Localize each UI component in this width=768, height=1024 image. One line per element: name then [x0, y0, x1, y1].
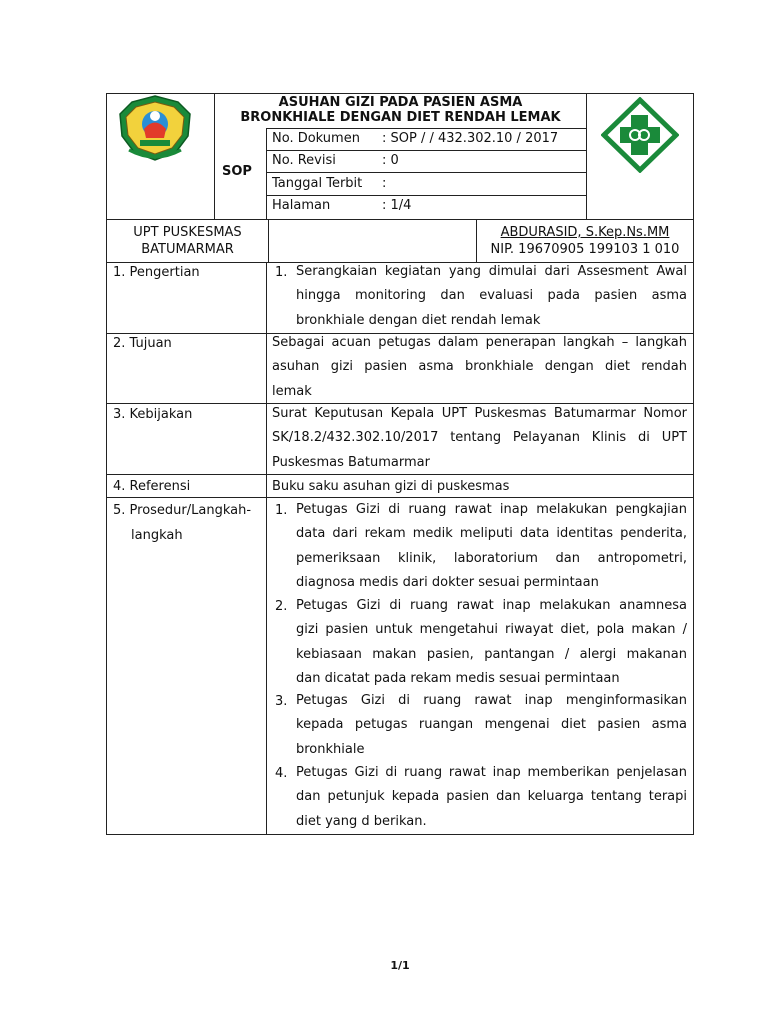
signer-name: ABDURASID, S.Kep.Ns.MM: [500, 225, 670, 240]
table-border-right: [693, 93, 694, 835]
kebijakan-text: [272, 402, 687, 475]
pengertian-line-3: bronkhiale dengan diet rendah lemak: [296, 312, 541, 328]
field-divider-3: [266, 195, 587, 196]
tujuan-line-2: asuhan gizi pasien asma bronkhiale dengan diet rendah: [272, 359, 687, 375]
field-value-no-revisi: : 0: [382, 153, 399, 168]
prosedur-step-2-line-1: Petugas Gizi di ruang rawat inap melakukan anamnesa: [296, 598, 687, 613]
prosedur-step-1-number: 1.: [275, 503, 288, 518]
prosedur-step-1-line-3: pemeriksaan klinik, laboratorium dan antropometri,: [296, 550, 687, 566]
page-number: 1/1: [390, 959, 410, 972]
section-label-prosedur-line-1: 5. Prosedur/Langkah-: [113, 503, 252, 518]
field-divider-1: [266, 150, 587, 151]
prosedur-step-2-number: 2.: [275, 599, 288, 614]
table-border-left: [106, 93, 107, 835]
field-label-no-dokumen: No. Dokumen: [272, 131, 360, 146]
prosedur-step-3-text: [296, 689, 687, 762]
prosedur-step-2-text: [296, 594, 687, 692]
prosedur-step-1-line-1: Petugas Gizi di ruang rawat inap melakukan pengkajian: [296, 502, 687, 517]
signer-nip: NIP. 19670905 199103 1 010: [490, 242, 680, 257]
document-title-line-2: BRONKHIALE DENGAN DIET RENDAH LEMAK: [240, 110, 561, 125]
prosedur-step-4-number: 4.: [275, 766, 288, 781]
pengertian-line-2: hingga monitoring dan evaluasi pada pasien asma: [296, 288, 687, 304]
field-divider-2: [266, 172, 587, 173]
tujuan-line-3: lemak: [272, 383, 312, 399]
pengertian-item-number: 1.: [275, 265, 288, 280]
section-label-tujuan: 2. Tujuan: [113, 336, 172, 351]
sop-label: SOP: [222, 164, 252, 179]
prosedur-step-1-line-2: data dari rekam medik meliputi data identitas penderita,: [296, 526, 687, 542]
section-label-kebijakan: 3. Kebijakan: [113, 407, 193, 422]
prosedur-step-3-line-3: bronkhiale: [296, 741, 365, 757]
prosedur-step-2-line-4: dan dicatat pada rekam medis sesuai permintaan: [296, 671, 620, 687]
prosedur-step-1-line-4: diagnosa medis dari dokter sesuai permintaan: [296, 575, 599, 591]
document-title-line-1: ASUHAN GIZI PADA PASIEN ASMA: [278, 95, 523, 110]
org-name-line-2: BATUMARMAR: [141, 242, 234, 257]
header-row-divider: [106, 219, 694, 220]
prosedur-step-3-number: 3.: [275, 694, 288, 709]
prosedur-step-2-line-3: kebiasaan makan pasien, pantangan / alergi makanan: [296, 646, 687, 662]
field-value-halaman: : 1/4: [382, 198, 412, 213]
field-label-halaman: Halaman: [272, 198, 331, 213]
kebijakan-line-2: SK/18.2/432.302.10/2017 tentang Pelayanan Klinis di UPT: [272, 430, 687, 446]
puskesmas-logo-icon: [601, 97, 679, 173]
prosedur-step-3-line-2: kepada petugas ruangan mengenai diet pasien asma: [296, 717, 687, 733]
referensi-text: Buku saku asuhan gizi di puskesmas: [272, 479, 510, 494]
kebijakan-line-3: Puskesmas Batumarmar: [272, 454, 430, 470]
tujuan-line-1: Sebagai acuan petugas dalam penerapan langkah – langkah: [272, 335, 687, 350]
title-divider: [266, 128, 587, 129]
prosedur-step-4-line-3: diet yang d berikan.: [296, 813, 427, 829]
prosedur-step-3-line-1: Petugas Gizi di ruang rawat inap menginformasikan: [296, 693, 687, 708]
field-value-tanggal-terbit: :: [382, 176, 387, 191]
prosedur-step-4-line-2: dan petunjuk kepada pasien dan keluarga tentang terapi: [296, 789, 687, 805]
section-label-referensi: 4. Referensi: [113, 479, 191, 494]
sop-divider: [266, 128, 267, 220]
tujuan-text: [272, 331, 687, 404]
municipality-logo-icon: [114, 94, 196, 162]
pengertian-text: [296, 260, 687, 333]
document-title: [214, 95, 587, 125]
section-label-prosedur-line-2: langkah: [131, 528, 183, 543]
prosedur-step-4-text: [296, 761, 687, 834]
prosedur-step-2-line-2: gizi pasien untuk mengetahui riwayat diet, pola makan /: [296, 622, 687, 638]
prosedur-step-4-line-1: Petugas Gizi di ruang rawat inap memberikan penjelasan: [296, 765, 687, 780]
kebijakan-line-1: Surat Keputusan Kepala UPT Puskesmas Batumarmar Nomor: [272, 406, 687, 421]
prosedur-step-1-text: [296, 498, 687, 596]
field-label-no-revisi: No. Revisi: [272, 153, 336, 168]
org-name-line-1: UPT PUSKESMAS: [133, 225, 242, 240]
field-label-tanggal-terbit: Tanggal Terbit: [272, 176, 363, 191]
pengertian-line-1: Serangkaian kegiatan yang dimulai dari Assesment Awal: [296, 264, 687, 279]
field-value-no-dokumen: : SOP / / 432.302.10 / 2017: [382, 131, 559, 146]
body-col-divider: [266, 262, 267, 835]
section-label-pengertian: 1. Pengertian: [113, 265, 200, 280]
